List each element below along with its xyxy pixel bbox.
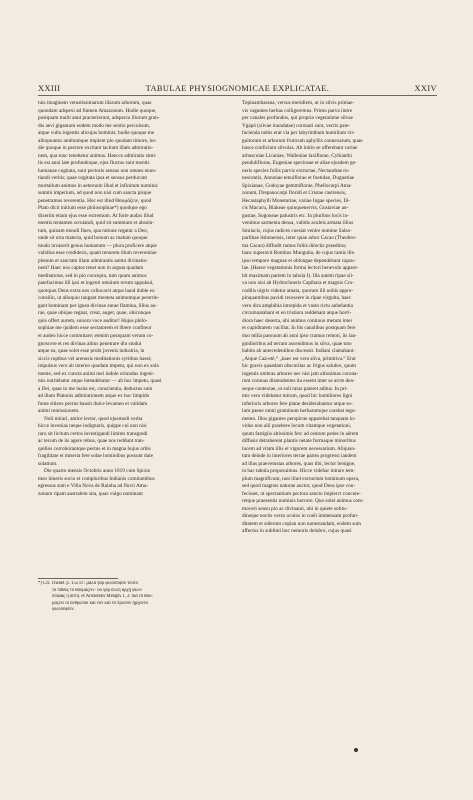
text-line: parilhae lisbonensis, inter quae arbor Cacao (Theobro- <box>242 235 357 242</box>
text-line: et cupiditatem vacillat. In his canalibus postquam fere <box>242 325 356 332</box>
text-line: fragilitate et miseria fere solae hominibus possunt dare <box>38 453 154 460</box>
text-line: diffusis detraherent plantis netate formaque minoribus <box>242 438 356 445</box>
text-line: hasce conficiunt silvulas. Ab initio se offerebant variae <box>242 145 358 152</box>
text-line: mente, sed ex cuncta animi mei indole oriundus ingeni- <box>38 370 155 377</box>
text-line: ad illam Platonis admirationem atque ex hoc limpido <box>38 393 150 400</box>
text-line: Ygapó (silvae inundatae) coronati sunt, vectis pate- <box>242 122 351 129</box>
text-line: Smilacis, cujus radices cuesiat venire nomine Salsa- <box>242 227 352 234</box>
text-line: atque vultu ingentis alicujus hominis; hodie quoque me <box>38 130 155 137</box>
text-line: unde sit orta materia, quid bonum ac malum quoque <box>38 235 148 242</box>
text-line: duo milia passuum ab anni ipso cramus remoti, iis lan- <box>242 332 357 339</box>
text-line: egressus sum e Villa Nova de Rainha ad fluvii Ama- <box>38 483 148 490</box>
text-line: lae. (Haece vegetationis forma lectori benevolo appare- <box>242 265 359 272</box>
page-number-left: XXIII <box>38 84 61 93</box>
text-line: mis vero videbatur mirum, quod hic humiliores ligni <box>242 393 353 400</box>
text-line: rae, quae ubique regnat, creat, auget, quae, ubicunque <box>38 310 151 317</box>
text-line: quondam adspexi ad fiumen Amazonum. Hodie quoque, <box>38 107 157 114</box>
text-line: ingentis umbras arbores nec nisi jam altissimas corona- <box>242 370 359 377</box>
running-title: TABULAE PHYSIOGNOMICAE EXPLICATAE. <box>145 84 330 93</box>
footnote-rule <box>38 578 118 579</box>
footnote <box>38 581 236 614</box>
text-line: fonte sitiens pectus hausit dulce levamen et validam <box>38 400 148 407</box>
text-line: affectus in sublimi hoc nemoris delubro, cujus quasi <box>242 528 352 535</box>
text-line: neris species foliis parvis extructae, Nectandrae ru- <box>242 167 350 174</box>
left-column <box>38 100 236 645</box>
text-line: alloquuntur animumque implent pio quodam timore, ho- <box>38 137 157 144</box>
text-line: bit maximam partem in tabula I). Illa autem ripae sil- <box>242 272 354 279</box>
footnote-line: σοφίας ἢ αὕτη. et Aristotelis Metaph. I, 2: διὰ τὸ θαυ- <box>52 594 153 600</box>
text-line: rum coronas distendentes ita essent inter se arcte den- <box>242 378 355 385</box>
text-line: in hac tabula proposuimus. Hicce videbar intrare tem- <box>242 468 356 475</box>
running-header <box>38 84 437 93</box>
text-line: Hecastaphylli Monetariae, variae Ingae species, Ili- <box>242 197 351 204</box>
text-line: tuis imaginem vetustissimarum illarum arborum, quas <box>38 100 152 106</box>
text-line: mento. Illos gigantes perspicue apparebat tanquam in- <box>242 415 356 422</box>
text-line: mortalium animos in aeternum illud et infinitum numinis <box>38 182 158 189</box>
text-line: summi imperium, ad quod non nisi cum sancta pisque <box>38 190 152 197</box>
text-line: zonum, Drepanocarpi floridi et Cristae castrensis, <box>242 190 347 197</box>
page-number-right: XXIV <box>414 84 437 93</box>
text-line: gant hominum per ignea divinae aurae flamina, illius au- <box>38 302 158 309</box>
text-line: mentis tentamen scrutandi, quid sit summum et absolu- <box>38 220 155 227</box>
text-line: validius esse credideris, quam tenorem illum reverentiae <box>38 250 157 257</box>
text-line: Topinambarana, versus meridiem, ut in silvis primae- <box>242 100 355 106</box>
text-line: moveri sensu pio ac divinanti, ubi in quiete solitu- <box>242 505 348 512</box>
text-line: ad illas praevetustas arbores, quas tibi, lector benigne, <box>242 460 356 467</box>
footnote-line: φιλοσοφεῖν. <box>52 607 75 613</box>
text-line: sed quod magnus naturae auctor, quod Deus ipse con- <box>242 483 356 490</box>
text-line: penetramus reverentia. Hoc est illud Θαυμάζειν, quod <box>38 197 152 204</box>
text-line: Plato dicit initium esse philosophiae*) quodque ego <box>38 205 147 212</box>
text-line: Spixianae, Godoyae gemmiflorae, Phellocarpi Ama- <box>242 182 352 189</box>
text-line: die quoque in pectore excitant tacitam illam admiratio- <box>38 145 154 152</box>
text-line: Die quarto mensis Octobris anno 1819 cum Spixio <box>44 468 151 475</box>
text-line: arbusculae Licaniae, Walleniae laxiflorae, Cybianthi <box>242 152 352 159</box>
text-line: vidos non alii praebere locum vitamque vegetationi, <box>242 423 352 430</box>
text-line: quum fastigiis altissimis ferc ad centum pedes in aërem <box>242 430 359 437</box>
text-line: quotquot Deus extra nos collocavit atque hand dubie eo <box>38 287 155 294</box>
text-line: gultorum et arborum fruticum aphyllis connexarum, quae <box>242 137 363 144</box>
text-line: tum deinde in interiores terrae partes progressi iandem <box>242 453 357 460</box>
text-line: ditatem et siderum copian non numerandam, eodem sum <box>242 520 361 527</box>
text-line: vero dira amphibia intrepida et vasto rictu anhelantia <box>242 302 353 309</box>
text-line: seque contextae, ut soli raras pateret aditus. In pri- <box>242 385 348 392</box>
text-line: tum, quinam mundi fines, qua ratione regatur a Deo, <box>38 227 149 234</box>
footnote-line: τὸ πάθος τὸ θαυμάζειν· οὐ γὰρ ἄλλη ἀρχὴ φιλο- <box>52 587 143 593</box>
text-line: animi remissionem. <box>38 408 80 415</box>
text-line: mis nutriebatur atque intendebatur — ab hoc impetu, quasi <box>38 378 162 385</box>
page-mark <box>354 748 358 752</box>
text-line: plum magnificum, non illud extructum hominum opera, <box>242 475 360 482</box>
text-line: dis aevi gigantum eodem modo me sentio perculsum, <box>38 122 150 129</box>
text-line: et audeo hicce commitare; etenim postquam verum co- <box>38 332 154 339</box>
text-line: pinquantibus pavidi recessere in ripae virgulta, haec <box>242 295 352 302</box>
text-line: modo invaserit genus humanum — plura proficere atque <box>38 242 157 249</box>
text-line: fecisset, ut spectantium pectora sancto implerct concute- <box>242 490 361 497</box>
text-line: hanc superavit Bombax Munguba, de cujus ramis illo <box>242 250 355 257</box>
text-line: guidioribus ad terram ascendimus in silva, quae toto <box>242 340 352 347</box>
text-line: ac tecum de iis agere rebus, quae nos reddunt tran- <box>38 438 145 445</box>
text-line: hic gravis quaedam obscuritas ac frigus salubre, quum <box>242 363 357 370</box>
text-line: codilis nigris videtur amata, quorum illi nobis appro- <box>242 287 354 294</box>
text-line: siccis rupibus vel arenosis meditationis syrtibus haesi; <box>38 355 152 362</box>
text-line: postquam multi anni practerierunt, adspectu illorum gran- <box>38 115 160 122</box>
header-rule <box>38 95 437 96</box>
text-line: tiandi verbis; quae cogitata ipsa et sensus perducunt <box>38 175 147 182</box>
footnote-line: μάζειν οἱ ἄνθρωποι καὶ νῦν καὶ τὸ πρῶτον ἤρξαντο <box>52 600 148 606</box>
text-line: dineque noctis verso oculos in coeli immensam profun- <box>242 513 359 520</box>
text-line: dixerim etiam ejus esse extremum. At forte audax illud <box>38 212 154 219</box>
text-line: facienda nobis erat via per labyrinthum humilium vir- <box>242 130 355 137</box>
text-line: ipso tempore magnae et oblongae dependebant capsu- <box>242 257 356 264</box>
text-line: penduliflorae, Eugeniae speciosae et aliae ejusdem ge- <box>242 160 357 167</box>
text-line: inferioris arbores fere plane desiderabantur atque so- <box>242 400 353 407</box>
text-line: consilio, ut alloquio tangant menteм animumque perstrin- <box>38 295 160 302</box>
text-line: meo itineris socio et compluribus Indianis comitantibus <box>38 475 155 482</box>
text-line: raro sit licitum certos investigandi limites transgredi <box>38 430 148 437</box>
text-line: lucem ad vitam illis et vigorem necessarium. Aliquan- <box>242 445 356 452</box>
text-line: gnoscere et res divinas altius penetrare diu studui <box>38 340 142 347</box>
text-line: a Dei, quae in me insita est, conscientia, deductus sum <box>38 385 153 392</box>
text-line: atque ea, quae solet esse probi juvenis industria, in <box>38 348 145 355</box>
text-line: meditatione, sed in pio concepiu, tum quum animos <box>38 272 147 279</box>
text-line: va non nisi ab Hydrochoeris Capibara et magnis Cro- <box>242 280 354 287</box>
text-line: gustae, Sogoneae palustris etc. In pluribus locis in- <box>242 212 349 219</box>
text-line: circumnatabant et eo tristiora reddebant atque horri- <box>242 310 352 317</box>
text-line: Noli mirari, amice lector, quod ejusmodi verba <box>44 415 143 422</box>
text-line: lum paene omni graminum herbarumque carebat tegu- <box>242 408 357 415</box>
footnote-line: *) Cfr. Theaet. p. 155 D.: μάλα γὰρ φιλοσόφου τοῦτο <box>38 581 139 586</box>
text-line: diora haec deserta, ubi animus continuo metum inter <box>242 317 353 324</box>
text-line: habitu ab antecedentibus discessit. Indiani clamabant: <box>242 348 355 355</box>
text-line: cis Macucu, Blakeae quinquenervis, Gustaviae au- <box>242 205 349 212</box>
text-line: zonum ripam australem sita, quas vulgo nominant <box>38 490 143 497</box>
text-line: lis est anui late profundoque, ejus fluctus sunt mentis <box>38 160 150 167</box>
text-line: quis offert aurem, sonora voce auditur! Hujus philo- <box>38 317 148 324</box>
text-line: quillos corroborantque pectus et in magna hujus orbis <box>38 445 151 452</box>
text-line: retque praesentis numinis horrore. Quo solet animus com- <box>242 498 364 505</box>
text-line: impulsus vero ab interno quodam impetu, qui non ex sola <box>38 363 159 370</box>
text-line: solatium. <box>38 460 58 467</box>
text-line: humanae cogitata, sunt pectoris sensus non omnes enun- <box>38 167 157 174</box>
text-line: plenum et sanctam illam admirantis animi divinatio- <box>38 257 148 264</box>
text-line: patefacimus illi ipsi et ingenti omnium rerum appulsui, <box>38 280 154 287</box>
text-line: „Aique Caá-etê,“ „haec est vera silva, primitiva.“ Erat <box>242 355 356 362</box>
text-line: nescentis, Annonae tenuiflorae et foetidae, Duguetiae <box>242 175 355 182</box>
text-line: hicce invenias neque indignaris, quippe cui non nisi <box>38 423 147 430</box>
text-line: per canales profundos, qui propria vegetatione silvae <box>242 115 353 122</box>
text-line: sophiae me quidem esse sectatorem et libere confiteor <box>38 325 152 332</box>
right-column <box>242 100 440 720</box>
text-line: venimus sarmenta densa, validis aculeis armata illius <box>242 220 354 227</box>
text-line: nem? Haec nos captos tenet non in arguta quadam <box>38 265 144 272</box>
text-line: ma Cacao) diffudit ramos foliis directis praeditos; <box>242 242 347 249</box>
text-line: vis vagantes herbas colligeremus. Primo parva iintre <box>242 107 353 114</box>
text-line: nem, qua tunc tenebatur animus. Haecce admiratio simi- <box>38 152 157 159</box>
